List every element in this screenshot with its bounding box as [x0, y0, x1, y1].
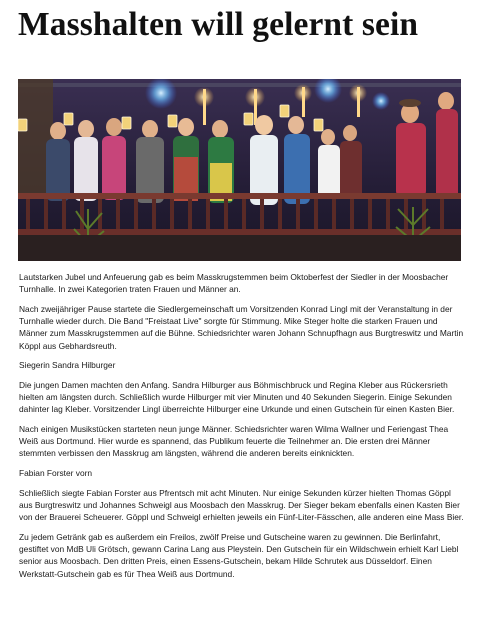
- paragraph: Lautstarken Jubel und Anfeuerung gab es beim Masskrugstemmen beim Oktoberfest der Siedler in der Moosbacher Turnhalle. In zwei Kategorien traten Frauen und Männer an.: [19, 272, 449, 295]
- paragraph: Die jungen Damen machten den Anfang. Sandra Hilburger aus Böhmischbruck und Regina Kleber aus Rückersrieth hielten am längsten durch. Schließlich wurde Hilburger mit vier Minuten und 40 Sekunden Siegerin. Einige Sekunden dahinter lag Kleber. Vorsitzender Lingl überreichte Hilburger eine Urkunde und einen Gutschein für einen Kasten Bier.: [19, 379, 455, 415]
- paragraph: Zu jedem Getränk gab es außerdem ein Freilos, zwölf Preise und Gutscheine waren zu gewinnen. Die Berlinfahrt, gestiftet von MdB Uli Grötsch, gewann Carina Lang aus Pleystein. Den Gutschein für ein Wildschwein erhielt Karl Liebl senior aus Moosbach. Den dritten Preis, einen Essens-Gutschein, bekam Hilde Schrutek aus Düsseldorf. Einen Werkstatt-Gutschein gab es für Thea Weiß aus Dortmund.: [19, 531, 459, 579]
- paragraph: Nach einigen Musikstücken starteten neun junge Männer. Schiedsrichter waren Wilma Wallner und Feriengast Thea Weiß aus Dortmund. Hier wurde es spannend, das Publikum feuerte die Teilnehmer an. Die ersten drei Männer stemmten verbissen den Masskrug am längsten, während die anderen bereits einknickten.: [19, 424, 449, 459]
- subheading: Fabian Forster vorn: [19, 468, 93, 479]
- event-photo: [18, 79, 461, 261]
- paragraph: Nach zweijähriger Pause startete die Siedlergemeinschaft um Vorsitzenden Konrad Lingl mit der Veranstaltung in der Turnhalle wieder durch. Die Band "Freistaat Live" sorgte für Stimmung. Mike Steger holte die starken Frauen und Männer zum Masskrugstemmen auf die Bühne. Schiedsrichter waren Johann Schnupfhagn aus Burgtreswitz und Martin Köppl aus Gebhardsreuth.: [19, 303, 464, 351]
- subheading: Siegerin Sandra Hilburger: [19, 360, 116, 371]
- headline: Masshalten will gelernt sein: [18, 6, 419, 43]
- article-body: [19, 271, 464, 587]
- paragraph: Schließlich siegte Fabian Forster aus Pfrentsch mit acht Minuten. Nur einige Sekunden kürzer hielten Thomas Göppl aus Burgtreswitz und Johannes Schweigl aus Moosbach den Masskrug. Der Sieger bekam ebenfalls einen Kasten Bier von der Brauerei Scheuerer. Göppl und Schweigl erhielten jeweils ein Fünf-Liter-Fässchen, alle anderen eine Mass Bier.: [19, 487, 464, 523]
